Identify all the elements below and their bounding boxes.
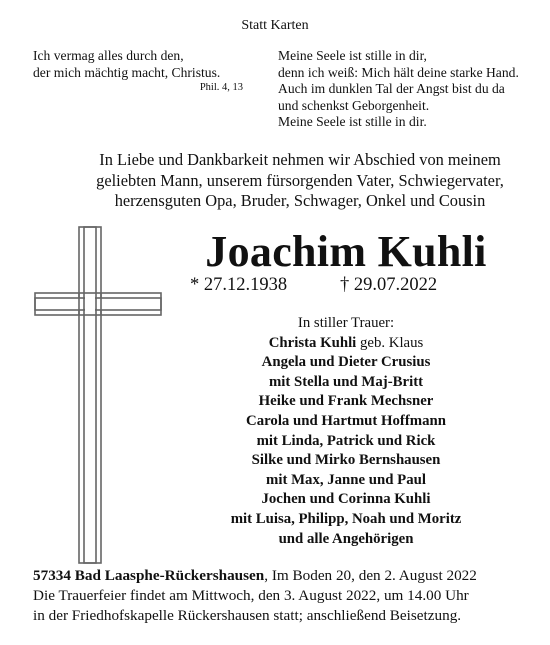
footer-place: 57334 Bad Laasphe-Rückershausen bbox=[33, 567, 265, 584]
mourner-group bbox=[160, 490, 532, 529]
verse-right-line: Auch im dunklen Tal der Angst bist du da bbox=[278, 81, 505, 97]
intro-text bbox=[60, 150, 540, 212]
verse-reference: Phil. 4, 13 bbox=[199, 82, 243, 93]
footer-place-line bbox=[33, 566, 543, 586]
mourner-line: Silke und Mirko Bernshausen bbox=[251, 452, 441, 469]
verse-right-line: Meine Seele ist stille in dir, bbox=[278, 48, 427, 63]
mourner-line: und alle Angehörigen bbox=[278, 530, 414, 547]
verse-right-line: Meine Seele ist stille in dir. bbox=[278, 114, 427, 130]
spouse-name: Christa Kuhli bbox=[268, 334, 357, 351]
mourner-line: Angela und Dieter Crusius bbox=[261, 354, 431, 371]
footer-location-line: in der Friedhofskapelle Rückershausen statt; anschließend Beisetzung. bbox=[33, 607, 462, 624]
mourner-line: mit Luisa, Philipp, Noah und Moritz bbox=[230, 510, 462, 527]
mourner-line: Heike und Frank Mechsner bbox=[258, 393, 434, 410]
header-statt-karten: Statt Karten bbox=[241, 18, 309, 33]
verse-left-line: Ich vermag alles durch den, bbox=[33, 48, 184, 63]
verse-right-line: und schenkst Geborgenheit. bbox=[278, 97, 430, 113]
mourner-line: Carola und Hartmut Hoffmann bbox=[246, 412, 446, 429]
mourners-list bbox=[160, 314, 532, 549]
verse-left bbox=[33, 48, 243, 94]
death-date: † 29.07.2022 bbox=[340, 275, 438, 295]
mourner-group bbox=[160, 451, 532, 490]
mourner-group bbox=[160, 412, 532, 451]
mourner-group bbox=[160, 530, 532, 550]
intro-line: herzensguten Opa, Bruder, Schwager, Onkel und Cousin bbox=[114, 191, 486, 210]
mourner-group bbox=[160, 353, 532, 392]
footer-address-date: , Im Boden 20, den 2. August 2022 bbox=[264, 567, 477, 584]
intro-line: geliebten Mann, unserem fürsorgenden Vater, Schwiegervater, bbox=[96, 170, 504, 190]
mourner-line: mit Max, Janne und Paul bbox=[266, 471, 426, 488]
cross-icon bbox=[33, 225, 163, 565]
mourner-line: Jochen und Corinna Kuhli bbox=[261, 491, 431, 508]
mourner-line: mit Linda, Patrick und Rick bbox=[256, 432, 436, 449]
spouse-line bbox=[160, 334, 532, 354]
mourners-label: In stiller Trauer: bbox=[297, 315, 395, 331]
spouse-maiden-name: geb. Klaus bbox=[356, 334, 424, 351]
deceased-name: Joachim Kuhli bbox=[205, 227, 487, 276]
intro-line: In Liebe und Dankbarkeit nehmen wir Abschied von meinem bbox=[99, 150, 501, 169]
mourner-group bbox=[160, 392, 532, 412]
footer-info bbox=[33, 566, 543, 626]
verse-right-line: denn ich weiß: Mich hält deine starke Hand. bbox=[278, 64, 519, 80]
footer-service-line: Die Trauerfeier findet am Mittwoch, den 3. August 2022, um 14.00 Uhr bbox=[33, 587, 469, 604]
mourner-line: mit Stella und Maj-Britt bbox=[268, 373, 424, 390]
verse-left-line: der mich mächtig macht, Christus. bbox=[33, 64, 221, 80]
verse-right bbox=[278, 48, 538, 131]
birth-date: * 27.12.1938 bbox=[190, 275, 288, 295]
